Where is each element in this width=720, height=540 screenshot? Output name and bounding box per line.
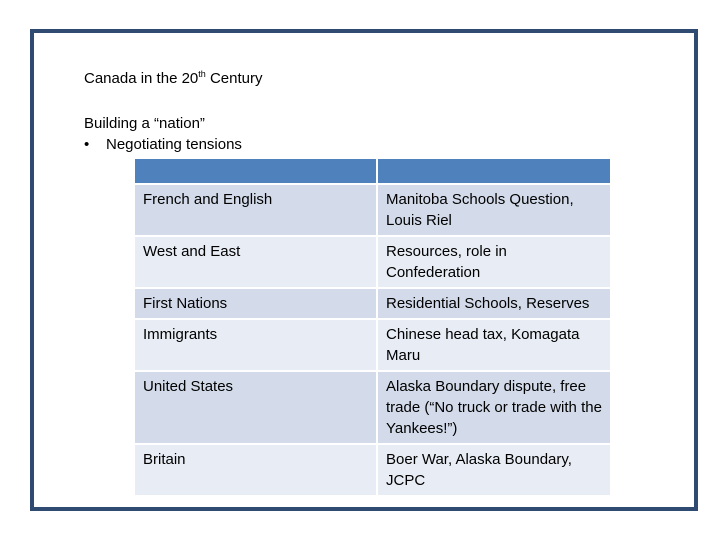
issues-cell: Alaska Boundary dispute, free trade (“No truck or trade with the Yankees!”) xyxy=(378,372,610,443)
table-row xyxy=(135,185,610,235)
table-row xyxy=(135,320,610,370)
issues-cell: Boer War, Alaska Boundary, JCPC xyxy=(378,445,610,495)
group-cell: United States xyxy=(135,372,376,443)
table-header-row xyxy=(135,159,610,183)
group-cell: French and English xyxy=(135,185,376,235)
table-row xyxy=(135,445,610,495)
group-cell: First Nations xyxy=(135,289,376,318)
table-row xyxy=(135,372,610,443)
table-row xyxy=(135,289,610,318)
title-main: Canada in the 20 xyxy=(84,70,199,87)
issues-cell: Resources, role in Confederation xyxy=(378,237,610,287)
table-header-cell xyxy=(135,159,376,183)
table-row xyxy=(135,237,610,287)
table-header-cell xyxy=(378,159,610,183)
issues-cell: Manitoba Schools Question, Louis Riel xyxy=(378,185,610,235)
bullet-text: Negotiating tensions xyxy=(106,136,242,153)
group-cell: West and East xyxy=(135,237,376,287)
group-cell: Immigrants xyxy=(135,320,376,370)
issues-cell: Residential Schools, Reserves xyxy=(378,289,610,318)
title-superscript: th xyxy=(198,69,206,79)
slide-subtitle: Building a “nation” xyxy=(84,115,205,132)
bullet-symbol: • xyxy=(84,136,90,153)
title-end: Century xyxy=(205,70,263,87)
tensions-table xyxy=(133,157,612,497)
bullet-item xyxy=(84,136,242,153)
group-cell: Britain xyxy=(135,445,376,495)
slide-title xyxy=(84,70,262,87)
issues-cell: Chinese head tax, Komagata Maru xyxy=(378,320,610,370)
